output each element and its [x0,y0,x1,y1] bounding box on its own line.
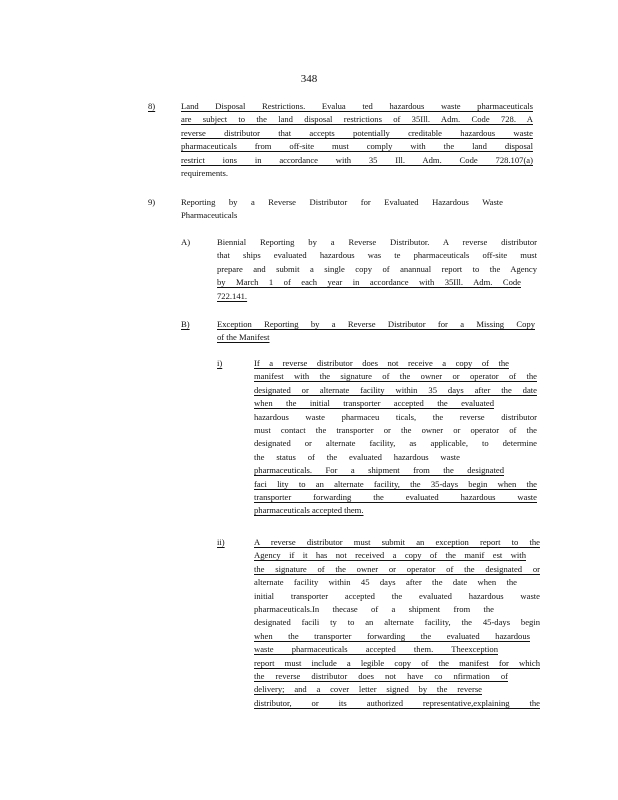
text-line: Land Disposal Restrictions. Evalua ted hazardous waste pharmaceuticals [181,101,533,111]
text-line: pharmaceuticals.In thecase of a shipment from the [254,603,494,614]
text-line: waste pharmaceuticals accepted them. Theexception [254,644,498,655]
text-line: Biennial Reporting by a Reverse Distributor. A reverse distributor [217,237,537,247]
item-9-text [181,196,503,223]
item-b-text [217,318,535,345]
item-ii-text [254,536,540,710]
text-line: delivery; and a cover letter signed by the reverse [254,684,482,695]
text-line: the status of the evaluated hazardous waste [254,451,460,462]
text-line: by March 1 of each year in accordance with 35Ill. Adm. Code [217,277,521,288]
item-i-text [254,357,537,518]
text-line: prepare and submit a single copy of anannual report to the Agency [217,263,537,274]
text-line: pharmaceuticals from off-site must comply with the land disposal [181,141,533,152]
text-line: designated or alternate facility within 35 days after the date [254,384,537,395]
text-line: when the transporter forwarding the evaluated hazardous [254,630,530,641]
item-ii-marker: ii) [217,537,225,547]
text-line: designated facili ty to an alternate facility, the 45-days begin [254,617,540,628]
text-line: are subject to the land disposal restrictions of 35Ill. Adm. Code 728. A [181,114,533,125]
text-line: must contact the transporter or the owner or operator of the [254,424,537,435]
text-line: of the Manifest [217,332,270,343]
text-line: A reverse distributor must submit an exception report to the [254,537,540,547]
text-line: Agency if it has not received a copy of the manif est with [254,550,526,561]
text-line: transporter forwarding the evaluated hazardous waste [254,491,537,502]
text-line: that ships evaluated hazardous was te pharmaceuticals off-site must [217,250,537,261]
text-line: requirements. [181,167,229,178]
text-line: reverse distributor that accepts potentially creditable hazardous waste [181,127,533,138]
text-line: pharmaceuticals accepted them. [254,505,364,516]
text-line: initial transporter accepted the evaluated hazardous waste [254,590,540,601]
text-line: restrict ions in accordance with 35 Ill. Adm. Code 728.107(a) [181,154,533,165]
text-line: pharmaceuticals. For a shipment from the designated [254,465,504,476]
text-line: Pharmaceuticals [181,210,238,221]
item-a-marker: A) [181,237,191,247]
text-line: manifest with the signature of the owner or operator of the [254,371,537,382]
item-8-marker: 8) [148,101,156,111]
text-line: If a reverse distributor does not receive a copy of the [254,358,509,368]
item-8-text [181,100,533,180]
page-number: 348 [300,73,318,85]
text-line: when the initial transporter accepted the evaluated [254,398,494,409]
text-line: faci lity to an alternate facility, the 35-days begin when the [254,478,537,489]
item-9-marker: 9) [148,197,156,207]
text-line: hazardous waste pharmaceu ticals, the reverse distributor [254,411,537,422]
item-b-marker: B) [181,319,190,329]
item-a-text [217,236,537,303]
text-line: alternate facility within 45 days after the date when the [254,577,517,588]
text-line: report must include a legible copy of the manifest for which [254,657,540,668]
text-line: the signature of the owner or operator of the designated or [254,563,540,574]
item-i-marker: i) [217,358,223,368]
text-line: 722.141. [217,290,248,301]
text-line: Exception Reporting by a Reverse Distributor for a Missing Copy [217,319,535,329]
text-line: distributor, or its authorized representative,explaining the [254,697,540,708]
text-line: Reporting by a Reverse Distributor for Evaluated Hazardous Waste [181,197,503,207]
text-line: the reverse distributor does not have co nfirmation of [254,670,508,681]
text-line: designated or alternate facility, as applicable, to determine [254,438,537,449]
